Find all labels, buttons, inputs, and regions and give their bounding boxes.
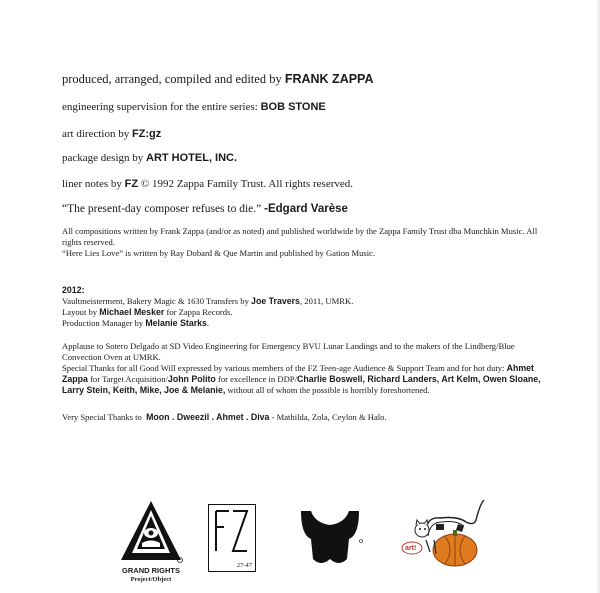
package-design-credit: package design by ART HOTEL, INC. xyxy=(62,152,238,164)
art-direction-credit: art direction by FZ:gz xyxy=(62,128,162,140)
very-special-thanks: Very Special Thanks to Moon . Dweezil . Ahmet . Diva - Mathilda, Zola, Ceylon & Halo. xyxy=(62,412,387,422)
mustache-logo xyxy=(295,507,365,571)
liner-notes-credit: liner notes by FZ © 1992 Zappa Family Trust. All rights reserved. xyxy=(62,178,353,190)
producer-name: FRANK ZAPPA xyxy=(284,72,374,86)
art-speech-bubble: art! xyxy=(405,545,417,552)
package-designer-name: ART HOTEL, INC. xyxy=(146,152,238,164)
produced-credit: produced, arranged, compiled and edited by FRANK ZAPPA xyxy=(62,72,374,86)
art-director-name: FZ:gz xyxy=(131,128,162,140)
copyright-block: All compositions written by Frank Zappa (and/or as noted) and published worldwide by the Zappa Family Trust dba Munchkin Music. All rights reserved. “Here Lies Love” is written by Ray Dobard & Que Martin and published by Gation Music. xyxy=(62,226,538,258)
reissue-year: 2012: xyxy=(62,285,85,295)
layout-credit: Layout by Michael Mesker for Zappa Records. xyxy=(62,307,233,317)
grand-rights-triangle-icon xyxy=(118,498,184,568)
production-credit: Production Manager by Melanie Starks. xyxy=(62,318,210,328)
special-thanks: Special Thanks for all Good Will expressed by various members of the FZ Teen-age Audience & Support Team and for hot duty: Ahmet Zappa for Target Acquisition/John Polito for excellence in DDP/Charlie Boswell, Richard Landers, Art Kelm, Owen Sloane, Larry Stein, Keith, Mike, Joe & Melanie, without all of whom the possible is horribly foreshortened. xyxy=(62,363,541,395)
varese-quote: “The present-day composer refuses to die.” -Edgard Varèse xyxy=(62,203,348,215)
liner-author-name: FZ xyxy=(124,178,139,190)
grand-rights-logo xyxy=(118,498,184,590)
vault-credit: Vaultmeisterment, Bakery Magic & 1630 Transfers by Joe Travers, 2011, UMRK. xyxy=(62,296,354,306)
cat-pumpkin-icon xyxy=(400,496,490,568)
grand-rights-title: GRAND RIGHTS xyxy=(122,566,180,575)
thanks-block xyxy=(62,341,552,396)
applause-text: Applause to Sotero Delgado at SD Video Engineering for Emergency BVU Lunar Landings and to the makers of the Lindberg/Blue Convection Oven at UMRK. xyxy=(62,341,515,362)
page-edge-shadow xyxy=(596,0,600,593)
art-hotel-cat-logo xyxy=(400,496,490,568)
engineer-name: BOB STONE xyxy=(260,101,326,113)
engineering-credit: engineering supervision for the entire series: BOB STONE xyxy=(62,101,326,113)
quote-author: -Edgard Varèse xyxy=(264,203,348,215)
mustache-icon xyxy=(295,507,365,571)
fz-monogram-icon xyxy=(209,505,254,555)
reissue-credits xyxy=(62,285,552,329)
fz-box-logo xyxy=(208,504,256,572)
grand-rights-subtitle: Project/Object xyxy=(130,576,172,583)
fz-box-number: 27-47 xyxy=(236,562,252,569)
